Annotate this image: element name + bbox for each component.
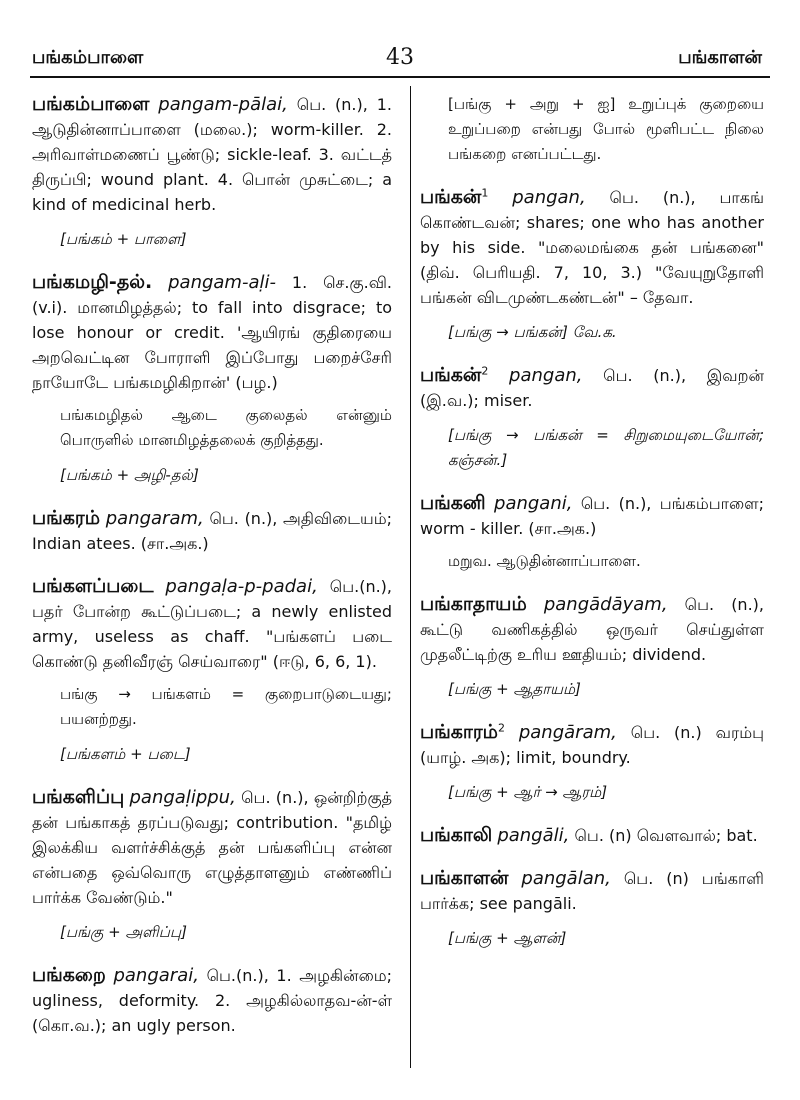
entry-definition: பெ.(n.), பதர் போன்ற கூட்டுப்படை; a newly enlisted army, useless as chaff. "பங்களப் படை கொண்டு தனிவீரஞ் செய்வாரை" (ஈடு, 6, 6, 1). bbox=[32, 577, 392, 671]
entry-headword: பங்கமழி-தல். bbox=[32, 271, 153, 293]
entry-body bbox=[420, 720, 764, 770]
entry-etymology: [பங்கு + ஆர் → ஆரம்] bbox=[448, 783, 608, 801]
entry-headword: பங்கம்பாளை bbox=[32, 93, 150, 115]
dictionary-entry bbox=[32, 92, 392, 252]
entry-definition: 1. செ.கு.வி. (v.i). மானமிழத்தல்; to fall into disgrace; to lose honour or credit. 'ஆயிரங் குதிரையை அறவெட்டின போராளி இப்போது பறைச்சேரி நாயோடே பங்கமழிகிறான்' (பழ.) bbox=[32, 273, 392, 392]
dictionary-entry bbox=[420, 866, 764, 951]
dictionary-entry bbox=[32, 506, 392, 556]
entry-definition: பெ. (n) பங்காளி பார்க்க; see pangāli. bbox=[420, 869, 764, 913]
entry-headword: பங்களப்படை bbox=[32, 575, 154, 597]
dictionary-entry bbox=[420, 363, 764, 473]
page-number: 43 bbox=[386, 45, 414, 70]
entry-transliteration: pangādāyam, bbox=[543, 594, 668, 615]
entry-etymology: [பங்கம் + அழி-தல்] bbox=[60, 466, 199, 484]
entry-definition: பெ. (n.), அதிவிடையம்; Indian atees. (சா.அக.) bbox=[32, 509, 392, 553]
entry-transliteration: pangam-pālai, bbox=[158, 94, 288, 115]
entry-body bbox=[420, 592, 764, 667]
column-divider bbox=[410, 86, 411, 1068]
entry-definition: பெ. (n.), ஒன்றிற்குத் தன் பங்காகத் தரப்படுவது; contribution. "தமிழ் இலக்கிய வளர்ச்சிக்குத் தன் பங்களிப்பு என்ன என்பதை ஒவ்வொரு எழுத்தாளனும் எண்ணிப் பார்க்க வேண்டும்." bbox=[32, 788, 392, 907]
entry-transliteration: pangāli, bbox=[497, 825, 570, 846]
entry-transliteration: pangaram, bbox=[105, 508, 204, 529]
entry-note: பங்கமழிதல் ஆடை குலைதல் என்னும் பொருளில் மானமிழத்தலைக் குறித்தது. bbox=[60, 406, 392, 449]
entry-etymology: [பங்கு + அளிப்பு] bbox=[60, 923, 187, 941]
entry-etymology: [பங்கம் + பாளை] bbox=[60, 230, 187, 248]
header-rule bbox=[30, 76, 770, 78]
entry-headword: பங்களிப்பு bbox=[32, 786, 125, 808]
entry-definition: பெ.(n.), 1. அழகின்மை; ugliness, deformity. 2. அழகில்லாதவ-ன்-ள் (கொ.வ.); an ugly person. bbox=[32, 966, 392, 1035]
entry-transliteration: pangarai, bbox=[113, 965, 199, 986]
entry-definition: பெ. (n.) வரம்பு (யாழ். அக); limit, boundry. bbox=[420, 723, 764, 767]
entry-definition: பெ. (n.), கூட்டு வணிகத்தில் ஒருவர் செய்துள்ள முதலீட்டிற்கு உரிய ஊதியம்; dividend. bbox=[420, 595, 764, 664]
entry-transliteration: pangaḷa-p-padai, bbox=[165, 576, 318, 597]
dictionary-entry bbox=[32, 785, 392, 945]
entry-transliteration: pangaḷippu, bbox=[129, 787, 236, 808]
entry-etymology: [பங்கு + ஆளன்] bbox=[448, 929, 567, 947]
entry-headword: பங்கறை bbox=[32, 964, 106, 986]
entry-note: மறுவ. ஆடுதின்னாப்பாளை. bbox=[448, 552, 641, 570]
page-header bbox=[0, 0, 800, 80]
dictionary-entry bbox=[420, 92, 764, 167]
entry-body bbox=[32, 963, 392, 1038]
left-column bbox=[32, 92, 392, 1056]
entry-body bbox=[420, 866, 764, 916]
entry-transliteration: pangam-aḷi- bbox=[168, 272, 276, 293]
entry-definition: பெ. (n.), பாகங் கொண்டவன்; shares; one who has another by his side. "மலைமங்கை தன் பங்கனை" (திவ். பெரியதி. 7, 10, 3.) "வேயுறுதோளி பங்கன் விடமுண்டகண்டன்" – தேவா. bbox=[420, 188, 764, 307]
entry-body bbox=[420, 363, 764, 413]
dictionary-entry bbox=[32, 963, 392, 1038]
entry-definition: பெ. (n.), இவறன் (இ.வ.); miser. bbox=[420, 366, 764, 410]
right-column bbox=[420, 92, 764, 969]
entry-body bbox=[32, 270, 392, 395]
header-first-word: பங்கம்பாளை bbox=[32, 47, 144, 68]
dictionary-entry bbox=[32, 574, 392, 767]
header-last-word: பங்காளன் bbox=[678, 47, 762, 68]
entry-headword: பங்கன் bbox=[420, 364, 482, 386]
entry-headword: பங்காளன் bbox=[420, 867, 509, 889]
entry-transliteration: pangāram, bbox=[518, 722, 617, 743]
entry-body bbox=[420, 185, 764, 310]
dictionary-entry bbox=[420, 823, 764, 848]
dictionary-entry bbox=[32, 270, 392, 488]
homograph-number: 1 bbox=[481, 186, 489, 200]
entry-headword: பங்கரம் bbox=[32, 507, 101, 529]
entry-body bbox=[420, 823, 764, 848]
entry-etymology: [பங்கு → பங்கன்] வே.க. bbox=[448, 323, 617, 341]
entry-body bbox=[32, 785, 392, 910]
entry-etymology: [பங்களம் + படை] bbox=[60, 745, 191, 763]
entry-etymology: [பங்கு + ஆதாயம்] bbox=[448, 680, 581, 698]
entry-headword: பங்கன் bbox=[420, 186, 482, 208]
homograph-number: 2 bbox=[481, 364, 489, 378]
entry-headword: பங்கனி bbox=[420, 492, 486, 514]
entry-transliteration: pangani, bbox=[494, 493, 573, 514]
entry-definition: பெ. (n.), பங்கம்பாளை; worm - killer. (சா.அக.) bbox=[420, 494, 764, 538]
entry-transliteration: pangan, bbox=[512, 187, 586, 208]
dictionary-entry bbox=[420, 185, 764, 345]
entry-transliteration: pangālan, bbox=[521, 868, 611, 889]
entry-definition: பெ. (n) வௌவால்; bat. bbox=[574, 826, 758, 845]
entry-headword: பங்காரம் bbox=[420, 721, 498, 743]
dictionary-entry bbox=[420, 720, 764, 805]
entry-etymology: [பங்கு → பங்கன் = சிறுமையுடையோன்; கஞ்சன்.] bbox=[448, 426, 764, 469]
entry-note: [பங்கு + அறு + ஐ] உறுப்புக் குறையை உறுப்பறை என்பது போல் மூளிபட்ட நிலை பங்கறை எனப்பட்டது. bbox=[448, 95, 764, 163]
entry-body bbox=[32, 574, 392, 674]
entry-transliteration: pangan, bbox=[509, 365, 583, 386]
homograph-number: 2 bbox=[497, 721, 505, 735]
entry-note: பங்கு → பங்களம் = குறைபாடுடையது; பயனற்றது. bbox=[60, 685, 392, 728]
entry-definition: பெ. (n.), 1. ஆடுதின்னாப்பாளை (மலை.); worm-killer. 2. அரிவாள்மணைப் பூண்டு; sickle-leaf. 3. வட்டத் திருப்பி; wound plant. 4. பொன் முசுட்டை; a kind of medicinal herb. bbox=[32, 95, 392, 214]
entry-body bbox=[420, 491, 764, 541]
entry-headword: பங்காதாயம் bbox=[420, 593, 527, 615]
entry-headword: பங்காலி bbox=[420, 824, 493, 846]
dictionary-entry bbox=[420, 491, 764, 574]
entry-body bbox=[32, 92, 392, 217]
entry-body bbox=[32, 506, 392, 556]
dictionary-entry bbox=[420, 592, 764, 702]
